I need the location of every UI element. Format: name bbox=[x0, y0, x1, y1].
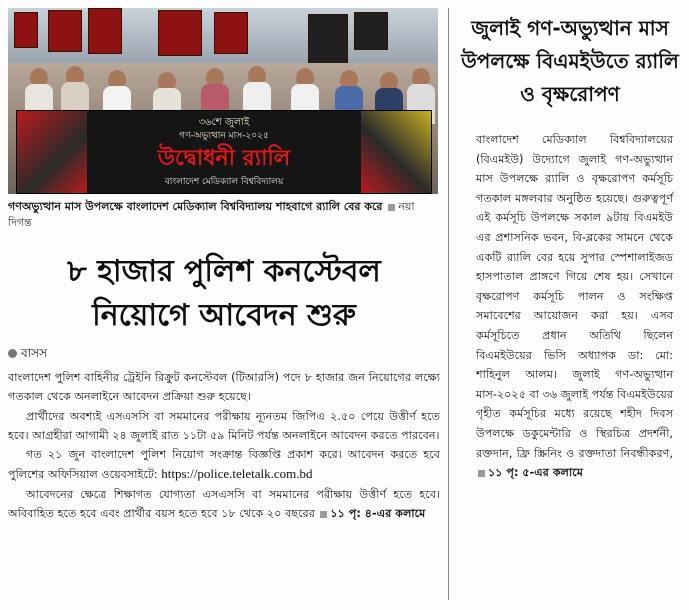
headline-line: ৮ হাজার পুলিশ কনস্টেবল bbox=[67, 254, 381, 289]
banner-subtitle: গণ-অভ্যুত্থান মাস-২০২৫ bbox=[179, 131, 269, 141]
banner-artwork bbox=[17, 111, 87, 193]
banner-organization: বাংলাদেশ মেডিক্যাল বিশ্ববিদ্যালয় bbox=[164, 177, 284, 187]
byline-source: বাসস bbox=[21, 346, 48, 360]
poster bbox=[214, 12, 248, 54]
paragraph-text: গত ২১ জুন বাংলাদেশ পুলিশ নিয়োগ সংক্রান্ত বিজ্ঞপ্তি প্রকাশ করে। আবেদন করতে হবে পুলিশের অফিসিয়াল ওয়েবসাইটে: bbox=[8, 448, 440, 482]
paragraph-text: বাংলাদেশ মেডিক্যাল বিশ্ববিদ্যালয়ের (বিএমইউ) উদ্যোগে জুলাই গণ-অভ্যুত্থান মাস উপলক্ষে র‍্যালি ও বৃক্ষরোপণ কর্মসূচি গতকাল মঙ্গলবার অনুষ্ঠিত হয়েছে। গুরুত্বপূর্ণ এই কর্মসূচি উপলক্ষে সকাল ৯টায় বিএমইউ এর প্রশাসনিক ভবন, বি-ব্লকের সামনে থেকে একটি র‍্যালি বের হয়ে সুপার স্পেশালাইজড হাসপাতাল প্রাঙ্গণে গিয়ে শেষ হয়। সেখানে বৃক্ষরোপণ কর্মসূচি পালন ও সংক্ষিপ্ত সমাবেশের আয়োজন করা হয়। এসব কর্মসূচিতে প্রধান অতিথি ছিলেন বিএমইউয়ের ভিসি অধ্যাপক ডা: মো: শাহিনুল আলম। জুলাই গণ-অভ্যুত্থান মাস-২০২৫ বা ৩৬ জুলাই পর্যন্ত বিএমইউয়ের গৃহীত কর্মসূচির মধ্যে রয়েছে শহীদ দিবস উপলক্ষে ডকুমেন্টারি ও স্থিরচিত্র প্রদর্শনী, রক্তদান, ফ্রি স্ক্রিনিং ও রক্তদাতা নিবন্ধীকরণ, bbox=[476, 133, 673, 460]
paragraph bbox=[8, 445, 440, 485]
banner-artwork bbox=[361, 111, 431, 193]
banner-date: ৩৬শে জুলাই bbox=[198, 117, 250, 128]
caption-text: গণঅভ্যুত্থান মাস উপলক্ষে বাংলাদেশ মেডিক্যাল বিশ্ববিদ্যালয় শাহবাগে র‍্যালি বের করে bbox=[8, 200, 383, 213]
photo-caption bbox=[8, 199, 440, 231]
paragraph: বাংলাদেশ পুলিশ বাহিনীর ট্রেইনি রিক্রুট কনস্টেবল (টিআরসি) পদে ৮ হাজার জন নিয়োগের লক্ষ্যে গতকাল থেকে অনলাইনে আবেদন প্রক্রিয়া শুরু হয়েছে। bbox=[8, 371, 440, 404]
article-headline bbox=[8, 250, 440, 338]
rally-banner bbox=[16, 110, 432, 194]
byline bbox=[8, 345, 47, 365]
bullet-dot-icon bbox=[8, 349, 17, 358]
poster bbox=[158, 10, 202, 56]
paragraph-text: আবেদনের ক্ষেত্রে শিক্ষাগত যোগ্যতা এসএসসি বা সমমানের পরীক্ষায় উত্তীর্ণ হতে হবে। অবিবাহিত হতে হবে এবং প্রার্থীর বয়স হতে হবে ১৮ থেকে ২০ বছরের bbox=[8, 487, 440, 521]
square-bullet-icon bbox=[388, 204, 395, 211]
article-body bbox=[8, 368, 440, 523]
square-bullet-icon bbox=[478, 470, 485, 477]
continued-reference: ১১ পৃ: ৪-এর কলামে bbox=[330, 507, 426, 521]
banner-title: উদ্বোধনী র‍্যালি bbox=[157, 146, 291, 171]
headline-line: নিয়োগে আবেদন শুরু bbox=[92, 298, 356, 333]
continued-reference: ১১ পৃ: ৫-এর কলামে bbox=[488, 466, 583, 480]
poster bbox=[308, 14, 348, 64]
side-article-headline: জুলাই গণ-অভ্যুত্থান মাস উপলক্ষে বিএমইউতে র‍্যালি ও বৃক্ষরোপণ bbox=[461, 16, 679, 106]
poster bbox=[48, 10, 82, 52]
photo-source: নয়া দিগন্ত bbox=[8, 200, 415, 229]
column-divider bbox=[448, 8, 449, 600]
website-url: https://police.teletalk.com.bd bbox=[161, 466, 313, 482]
paragraph: প্রার্থীদের অবশ্যই এসএসসি বা সমমানের পরীক্ষায় ন্যূনতম জিপিএ ২.৫০ পেয়ে উত্তীর্ণ হতে হবে। আগ্রহীরা আগামী ২৪ জুলাই রাত ১১টা ৫৯ মিনিট পর্যন্ত অনলাইনে আবেদন করতে পারবেন। bbox=[8, 409, 440, 442]
poster bbox=[14, 12, 38, 48]
poster bbox=[354, 12, 388, 50]
paragraph bbox=[8, 485, 440, 524]
poster bbox=[88, 8, 122, 54]
square-bullet-icon bbox=[320, 511, 327, 518]
rally-photo bbox=[8, 8, 438, 194]
side-article-body bbox=[476, 130, 673, 483]
